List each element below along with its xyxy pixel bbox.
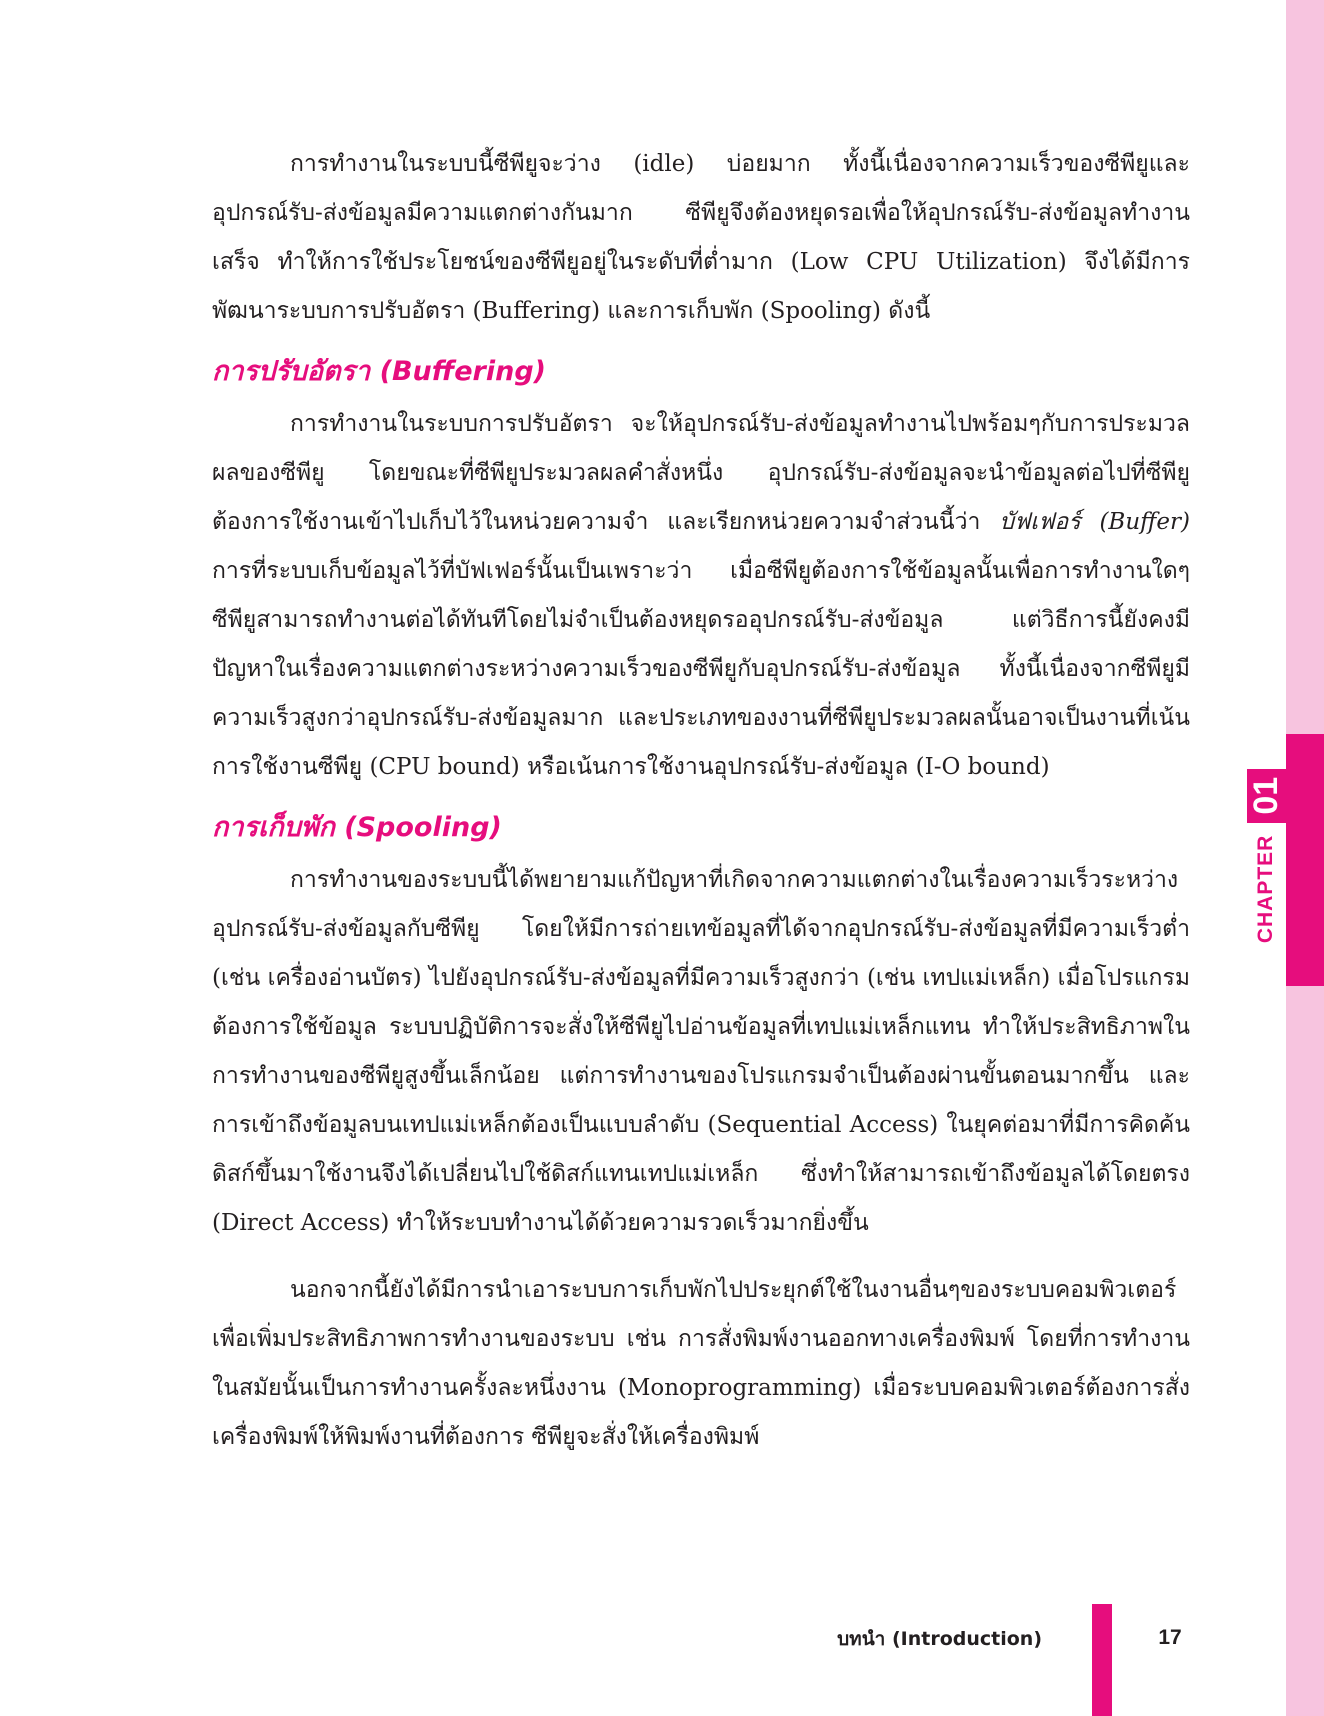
page-number: 17 <box>1158 1626 1182 1649</box>
intro-paragraph: การทำงานในระบบนี้ซีพียูจะว่าง (idle) บ่อยมาก ทั้งนี้เนื่องจากความเร็วของซีพียูและอุปกรณ์รับ-ส่งข้อมูลมีความแตกต่างกันมาก ซีพียูจึงต้องหยุดรอเพื่อให้อุปกรณ์รับ-ส่งข้อมูลทำงานเสร็จ ทำให้การใช้ประโยชน์ของซีพียูอยู่ในระดับที่ต่ำมาก (Low CPU Utilization) จึงได้มีการพัฒนาระบบการปรับอัตรา (Buffering) และการเก็บพัก (Spooling) ดังนี้ <box>212 151 1190 324</box>
spooling-paragraph-2: นอกจากนี้ยังได้มีการนำเอาระบบการเก็บพักไปประยุกต์ใช้ในงานอื่นๆของระบบคอมพิวเตอร์ เพื่อเพิ่มประสิทธิภาพการทำงานของระบบ เช่น การสั่งพิมพ์งานออกทางเครื่องพิมพ์ โดยที่การทำงานในสมัยนั้นเป็นการทำงานครั้งละหนึ่งงาน (Monoprogramming) เมื่อระบบคอมพิวเตอร์ต้องการสั่งเครื่องพิมพ์ให้พิมพ์งานที่ต้องการ ซีพียูจะสั่งให้เครื่องพิมพ์ <box>212 1277 1190 1450</box>
footer-accent-bar <box>1092 1604 1112 1716</box>
spooling-paragraph-1: การทำงานของระบบนี้ได้พยายามแก้ปัญหาที่เกิดจากความแตกต่างในเรื่องความเร็วระหว่างอุปกรณ์รับ-ส่งข้อมูลกับซีพียู โดยให้มีการถ่ายเทข้อมูลที่ได้จากอุปกรณ์รับ-ส่งข้อมูลที่มีความเร็วต่ำ (เช่น เครื่องอ่านบัตร) ไปยังอุปกรณ์รับ-ส่งข้อมูลที่มีความเร็วสูงกว่า (เช่น เทปแม่เหล็ก) เมื่อโปรแกรมต้องการใช้ข้อมูล ระบบปฏิบัติการจะสั่งให้ซีพียูไปอ่านข้อมูลที่เทปแม่เหล็กแทน ทำให้ประสิทธิภาพในการทำงานของซีพียูสูงขึ้นเล็กน้อย แต่การทำงานของโปรแกรมจำเป็นต้องผ่านขั้นตอนมากขึ้น และการเข้าถึงข้อมูลบนเทปแม่เหล็กต้องเป็นแบบลำดับ (Sequential Access) ในยุคต่อมาที่มีการคิดค้นดิสก์ขึ้นมาใช้งานจึงได้เปลี่ยนไปใช้ดิสก์แทนเทปแม่เหล็ก ซึ่งทำให้สามารถเข้าถึงข้อมูลได้โดยตรง (Direct Access) ทำให้ระบบทำงานได้ด้วยความรวดเร็วมากยิ่งขึ้น <box>212 867 1190 1236</box>
footer-chapter-title: บทนำ (Introduction) <box>837 1628 1042 1650</box>
chapter-label <box>1246 756 1286 956</box>
chapter-tab <box>1286 734 1324 986</box>
chapter-number: 01 <box>1247 769 1286 823</box>
paragraph-gap <box>212 1248 1190 1266</box>
page-content <box>212 140 1190 1462</box>
buffering-text-2: การที่ระบบเก็บข้อมูลไว้ที่บัฟเฟอร์นั้นเป็นเพราะว่า เมื่อซีพียูต้องการใช้ข้อมูลนั้นเพื่อการทำงานใดๆ ซีพียูสามารถทำงานต่อได้ทันทีโดยไม่จำเป็นต้องหยุดรออุปกรณ์รับ-ส่งข้อมูล แต่วิธีการนี้ยังคงมีปัญหาในเรื่องความแตกต่างระหว่างความเร็วของซีพียูกับอุปกรณ์รับ-ส่งข้อมูล ทั้งนี้เนื่องจากซีพียูมีความเร็วสูงกว่าอุปกรณ์รับ-ส่งข้อมูลมาก และประเภทของงานที่ซีพียูประมวลผลนั้นอาจเป็นงานที่เน้นการใช้งานซีพียู (CPU bound) หรือเน้นการใช้งานอุปกรณ์รับ-ส่งข้อมูล (I-O bound) <box>212 558 1190 780</box>
buffering-text-1: การทำงานในระบบการปรับอัตรา จะให้อุปกรณ์รับ-ส่งข้อมูลทำงานไปพร้อมๆกับการประมวลผลของซีพียู โดยขณะที่ซีพียูประมวลผลคำสั่งหนึ่ง อุปกรณ์รับ-ส่งข้อมูลจะนำข้อมูลต่อไปที่ซีพียูต้องการใช้งานเข้าไปเก็บไว้ในหน่วยความจำ และเรียกหน่วยความจำส่วนนี้ว่า <box>212 411 1190 535</box>
heading-spooling: การเก็บพัก (Spooling) <box>212 812 502 843</box>
side-strip-light <box>1286 0 1324 734</box>
heading-buffering: การปรับอัตรา (Buffering) <box>212 356 546 387</box>
buffer-term: บัฟเฟอร์ (Buffer) <box>999 509 1191 535</box>
buffering-paragraph <box>212 400 1190 792</box>
chapter-word: CHAPTER <box>1254 834 1277 944</box>
